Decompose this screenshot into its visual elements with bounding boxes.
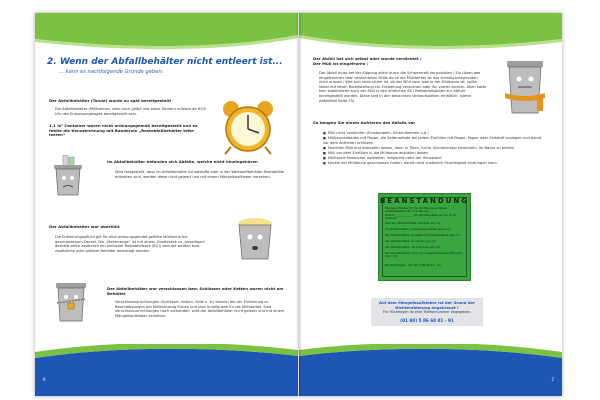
section-note: 1,1 m³ Container waren nicht ordnungsgemäß bereitgestellt und es fehlte die Kennzeichnung mit Banderole „Restabfallbehälter bitte leeren“ bbox=[49, 123, 198, 138]
section-heading: Der Müll ist eingefroren / bbox=[313, 61, 369, 66]
complaint-sticker bbox=[378, 193, 471, 281]
section-heading: Der Abfall hat sich selbst oder wurde verdichtet / bbox=[313, 56, 422, 61]
sticker-title: BEANSTANDUNG bbox=[379, 197, 470, 205]
top-green-band bbox=[299, 13, 562, 53]
list-item: ■ Mülltonne frostsicher aufstellen, möglichst nahe der Hauswand bbox=[323, 156, 543, 161]
sticker-row: der Abfallbehälter nicht am vorgeschriebenen Standort stand (6) bbox=[385, 251, 463, 259]
sticker-row: der Abfallbehälter verschlossen war (5) bbox=[385, 245, 441, 249]
info-box-heading: Auf dem Mängelkaufkleber ist der Grund der Nichtentleerung angekreuzt ! bbox=[379, 300, 475, 310]
info-box bbox=[371, 298, 483, 326]
alarm-clock-icon bbox=[219, 99, 277, 155]
right-page bbox=[299, 13, 562, 396]
book-gutter bbox=[296, 13, 302, 396]
overfull-bin-icon bbox=[235, 215, 275, 261]
brochure-spread bbox=[35, 13, 562, 396]
section-heading: Der Abfallbehälter (Tonne) wurde zu spät bereitgestellt bbox=[49, 98, 172, 103]
page-title: 2. Wenn der Abfallbehälter nicht entleert ist... bbox=[47, 57, 283, 67]
section-heading: Der Abfallbehälter war verschlossen bzw. Schlösser oder Ketten waren nicht am Behälter bbox=[107, 286, 284, 296]
info-box-phone: (01 80) 5 86 60 01 - 91 bbox=[400, 318, 454, 323]
section-body: Die Abfallbehälter (Mülltonnen, aber auch gelbe und blaue Tonnen) müssen ab 6:00 Uhr des Entsorgungstages bereitgestellt sein. bbox=[55, 107, 206, 116]
info-box-text: Für Rückfragen ist eine Telefonnummer angegeben. bbox=[383, 310, 471, 314]
frozen-bin-icon bbox=[501, 57, 549, 115]
page-subtitle: ... kann es nachfolgende Gründe geben: bbox=[59, 69, 164, 75]
top-green-band bbox=[35, 13, 298, 53]
left-page bbox=[35, 13, 298, 396]
sticker-row: Datum: ____________ Ihr Abfallbehälter wurde nicht entleert, bbox=[385, 213, 456, 221]
sticker-row: weil der Abfallbehälter überfüllt war (1) bbox=[385, 221, 441, 225]
page-number: 7 bbox=[551, 377, 554, 382]
section-body: Verschlussvorrichtungen (Schlösser, Ketten, Seile u. ä.) können bei der Entleerung zu Beschädigungen am Müllfahrzeug führen und sind Unfallquelle für die Müllwerker. Sind Verschlussvorrichtungen noch vorhanden, wird der Abfallbehälter nicht geleert und mit einem Mängelkaufkleber versehen. bbox=[115, 300, 285, 318]
list-item: ■ Mülltonnenboden mit Pappe, die Seitenwände bei jedem Einfüllen mit Pappe, Papier oder Zeitstoff auslegen und damit vor dem Anfrieren schützen bbox=[323, 136, 543, 145]
section-body: Die Entleerungspflicht gilt für eine ordnungsgemäß gefüllte Mülltonne bei geschlossenem Deckel. Die „Mehrmenge“ ist mit einem Zusatzsack zu „beseitigen“, deshalb sollte zusätzlich ein amtlicher Restabfallsack (60 l) benutzt werden bzw. zusätzliche oder größere Behälter beantragt werden. bbox=[55, 235, 207, 253]
sticker-row: Mängelaufkleber für die Nichtleerung dieses Abfallbehälters ist zu entfernen bbox=[385, 206, 448, 214]
section-heading: Im Abfallbehälter befanden sich Abfälle, welche nicht hineingehören bbox=[107, 159, 258, 164]
list-item: ■ Deckel der Mülltonne geschlossen halten, damit nicht zusätzlich Feuchtigkeit eindringen kann. bbox=[323, 161, 543, 166]
list-item: ■ Müll vor dem Einfüllen in die Mülltonne abkühlen lassen bbox=[323, 151, 543, 156]
bin-with-bottles-icon bbox=[51, 155, 85, 197]
bottom-blue-band bbox=[35, 344, 298, 396]
section-heading: So beugen Sie einem Anfrieren des Abfalls vor bbox=[313, 120, 416, 125]
section-heading: Der Abfallbehälter war überfüllt bbox=[49, 224, 120, 229]
section-body: Wird festgestellt, dass im Abfallbehälter Schadstoffe oder in der Wertstoffbehälter-Restabfälle enthalten sind, werden diese nicht geleert und mit einem Mängelkaufkleber versehen. bbox=[115, 170, 284, 179]
locked-bin-icon bbox=[53, 279, 89, 323]
sticker-row: der Abfallbehälter zu schwer war (4) bbox=[385, 239, 437, 243]
sticker-row: im Abfallbehälter unzulässige Abfälle waren (2) bbox=[385, 227, 452, 231]
page-number: 6 bbox=[43, 377, 46, 382]
section-body: Der Abfall muss bei der Kippung allein durch die Schwerkraft herausfallen / Ein Lösen des eingefrorenen bzw. verdichteten Mülls durch die Müllwerker ist aus Unfallschutzgründen nicht erlaubt / Wer sich nicht sicher ist, ob der Müll noch lose in der Mülltonne ist, sollte lieber auf deren Bereitstellung zur Entleerung verzichten oder ihn vorher lockern. Allen hatte kein stabilisieren auch der Müll in den amtlichen 60 l Restabfallsäcken zur Abfuhr bereitgestellt werden. Diese sind in den bekannten Verkaufsstellen erhältlich. (siehe Abfallfibel Seite 25) bbox=[319, 71, 487, 103]
bottom-blue-band bbox=[299, 344, 562, 396]
list-item: ■ Müll nicht verdichten (Einstampfen, Einschlämmen u.ä.) bbox=[323, 131, 543, 136]
sticker-row: der Abfallbehälter zu spät/nicht bereitgestellt war (3) bbox=[385, 233, 460, 237]
list-item: ■ Feuchten Müll erst abtropfen lassen, dann in Tüten, Eckle, Küchenkrepp einwickeln, im Nasse zu binden bbox=[323, 146, 543, 151]
sticker-row: Bei Rückfragen: (01 80) 5 86 60 01 – 91 bbox=[385, 263, 441, 267]
